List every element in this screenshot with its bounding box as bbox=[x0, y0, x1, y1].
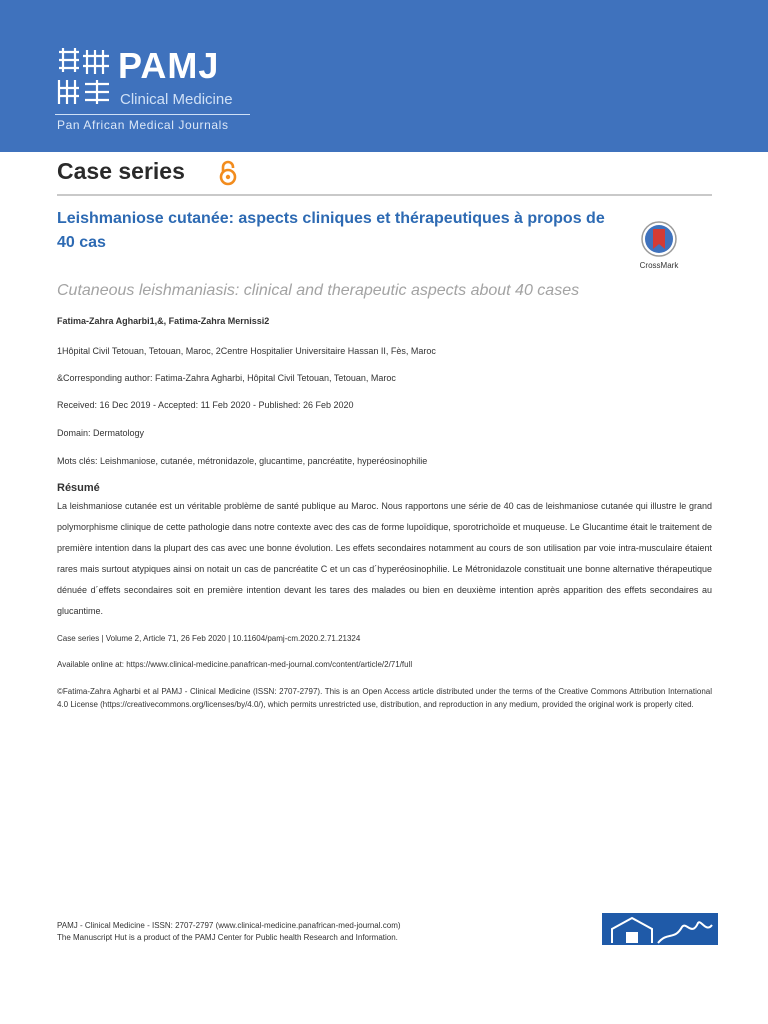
brand-name: PAMJ bbox=[118, 45, 220, 86]
domain: Domain: Dermatology bbox=[57, 428, 145, 438]
affiliations: 1Hôpital Civil Tetouan, Tetouan, Maroc, 2Centre Hospitalier Universitaire Hassan II, Fès, Maroc bbox=[57, 346, 436, 356]
authors: Fatima-Zahra Agharbi1,&, Fatima-Zahra Mernissi2 bbox=[57, 316, 270, 326]
footer-line-2: The Manuscript Hut is a product of the PAMJ Center for Public health Research and Information. bbox=[57, 933, 398, 942]
open-access-lock-icon bbox=[219, 160, 237, 186]
available-online-link[interactable]: Available online at: https://www.clinical-medicine.panafrican-med-journal.com/content/article/2/71/full bbox=[57, 660, 413, 669]
brand-tagline: Pan African Medical Journals bbox=[57, 118, 229, 132]
abstract-text: La leishmaniose cutanée est un véritable problème de santé publique au Maroc. Nous rapportons une série de 40 cas de leishmaniose cutanée qui illustre le grand polymorphisme clinique de cette pathologie dans notre contexte avec des cas de forme lupoïdique, sporotrichoïde et muqueuse. Le Glucantime était le traitement de première intention dans la plupart des cas avec une bonne évolution. Les effets secondaires notamment au cours de son utilisation par voie intra-musculaire étaient rares mais surtout atypiques ainsi on notait un cas de pancréatite C et un cas d´hyperéosinophilie. Le Métronidazole constituait une bonne alternative thérapeutique dénuée d´effets secondaires soit en première intention devant les tares des malades ou bien en deuxième intention après apparition des effets secondaires au glucantime. bbox=[57, 501, 712, 616]
abstract-heading: Résumé bbox=[57, 482, 100, 494]
header-divider bbox=[57, 194, 712, 196]
crossmark-icon[interactable] bbox=[634, 221, 684, 271]
keywords: Mots clés: Leishmaniose, cutanée, métronidazole, glucantime, pancréatite, hyperéosinophilie bbox=[57, 456, 428, 466]
publication-dates: Received: 16 Dec 2019 - Accepted: 11 Feb 2020 - Published: 26 Feb 2020 bbox=[57, 400, 354, 410]
footer-line-1: PAMJ - Clinical Medicine - ISSN: 2707-2797 (www.clinical-medicine.panafrican-med-journal.com) bbox=[57, 921, 401, 930]
brand-subtitle: Clinical Medicine bbox=[120, 91, 233, 108]
english-title: Cutaneous leishmaniasis: clinical and therapeutic aspects about 40 cases bbox=[57, 282, 580, 299]
pamj-logo-icon bbox=[55, 44, 113, 108]
citation: Case series | Volume 2, Article 71, 26 Feb 2020 | 10.11604/pamj-cm.2020.2.71.21324 bbox=[57, 634, 361, 643]
brand-divider bbox=[55, 114, 250, 115]
article-type: Case series bbox=[57, 158, 185, 184]
license-text: ©Fatima-Zahra Agharbi et al PAMJ - Clinical Medicine (ISSN: 2707-2797). This is an Open Access article distributed under the terms of the Creative Commons Attribution International 4.0 License (https://creativecommons.org/licenses/by/4.0/), which permits unrestricted use, distribution, and reproduction in any medium, provided the original work is properly cited. bbox=[57, 687, 712, 709]
footer bbox=[57, 920, 401, 944]
crossmark-label: CrossMark bbox=[639, 261, 679, 270]
journal-banner bbox=[0, 0, 768, 152]
article-title: Leishmaniose cutanée: aspects cliniques et thérapeutiques à propos de 40 cas bbox=[57, 210, 605, 251]
manuscript-hut-logo bbox=[602, 913, 718, 945]
corresponding-author: &Corresponding author: Fatima-Zahra Agharbi, Hôpital Civil Tetouan, Tetouan, Maroc bbox=[57, 373, 396, 383]
